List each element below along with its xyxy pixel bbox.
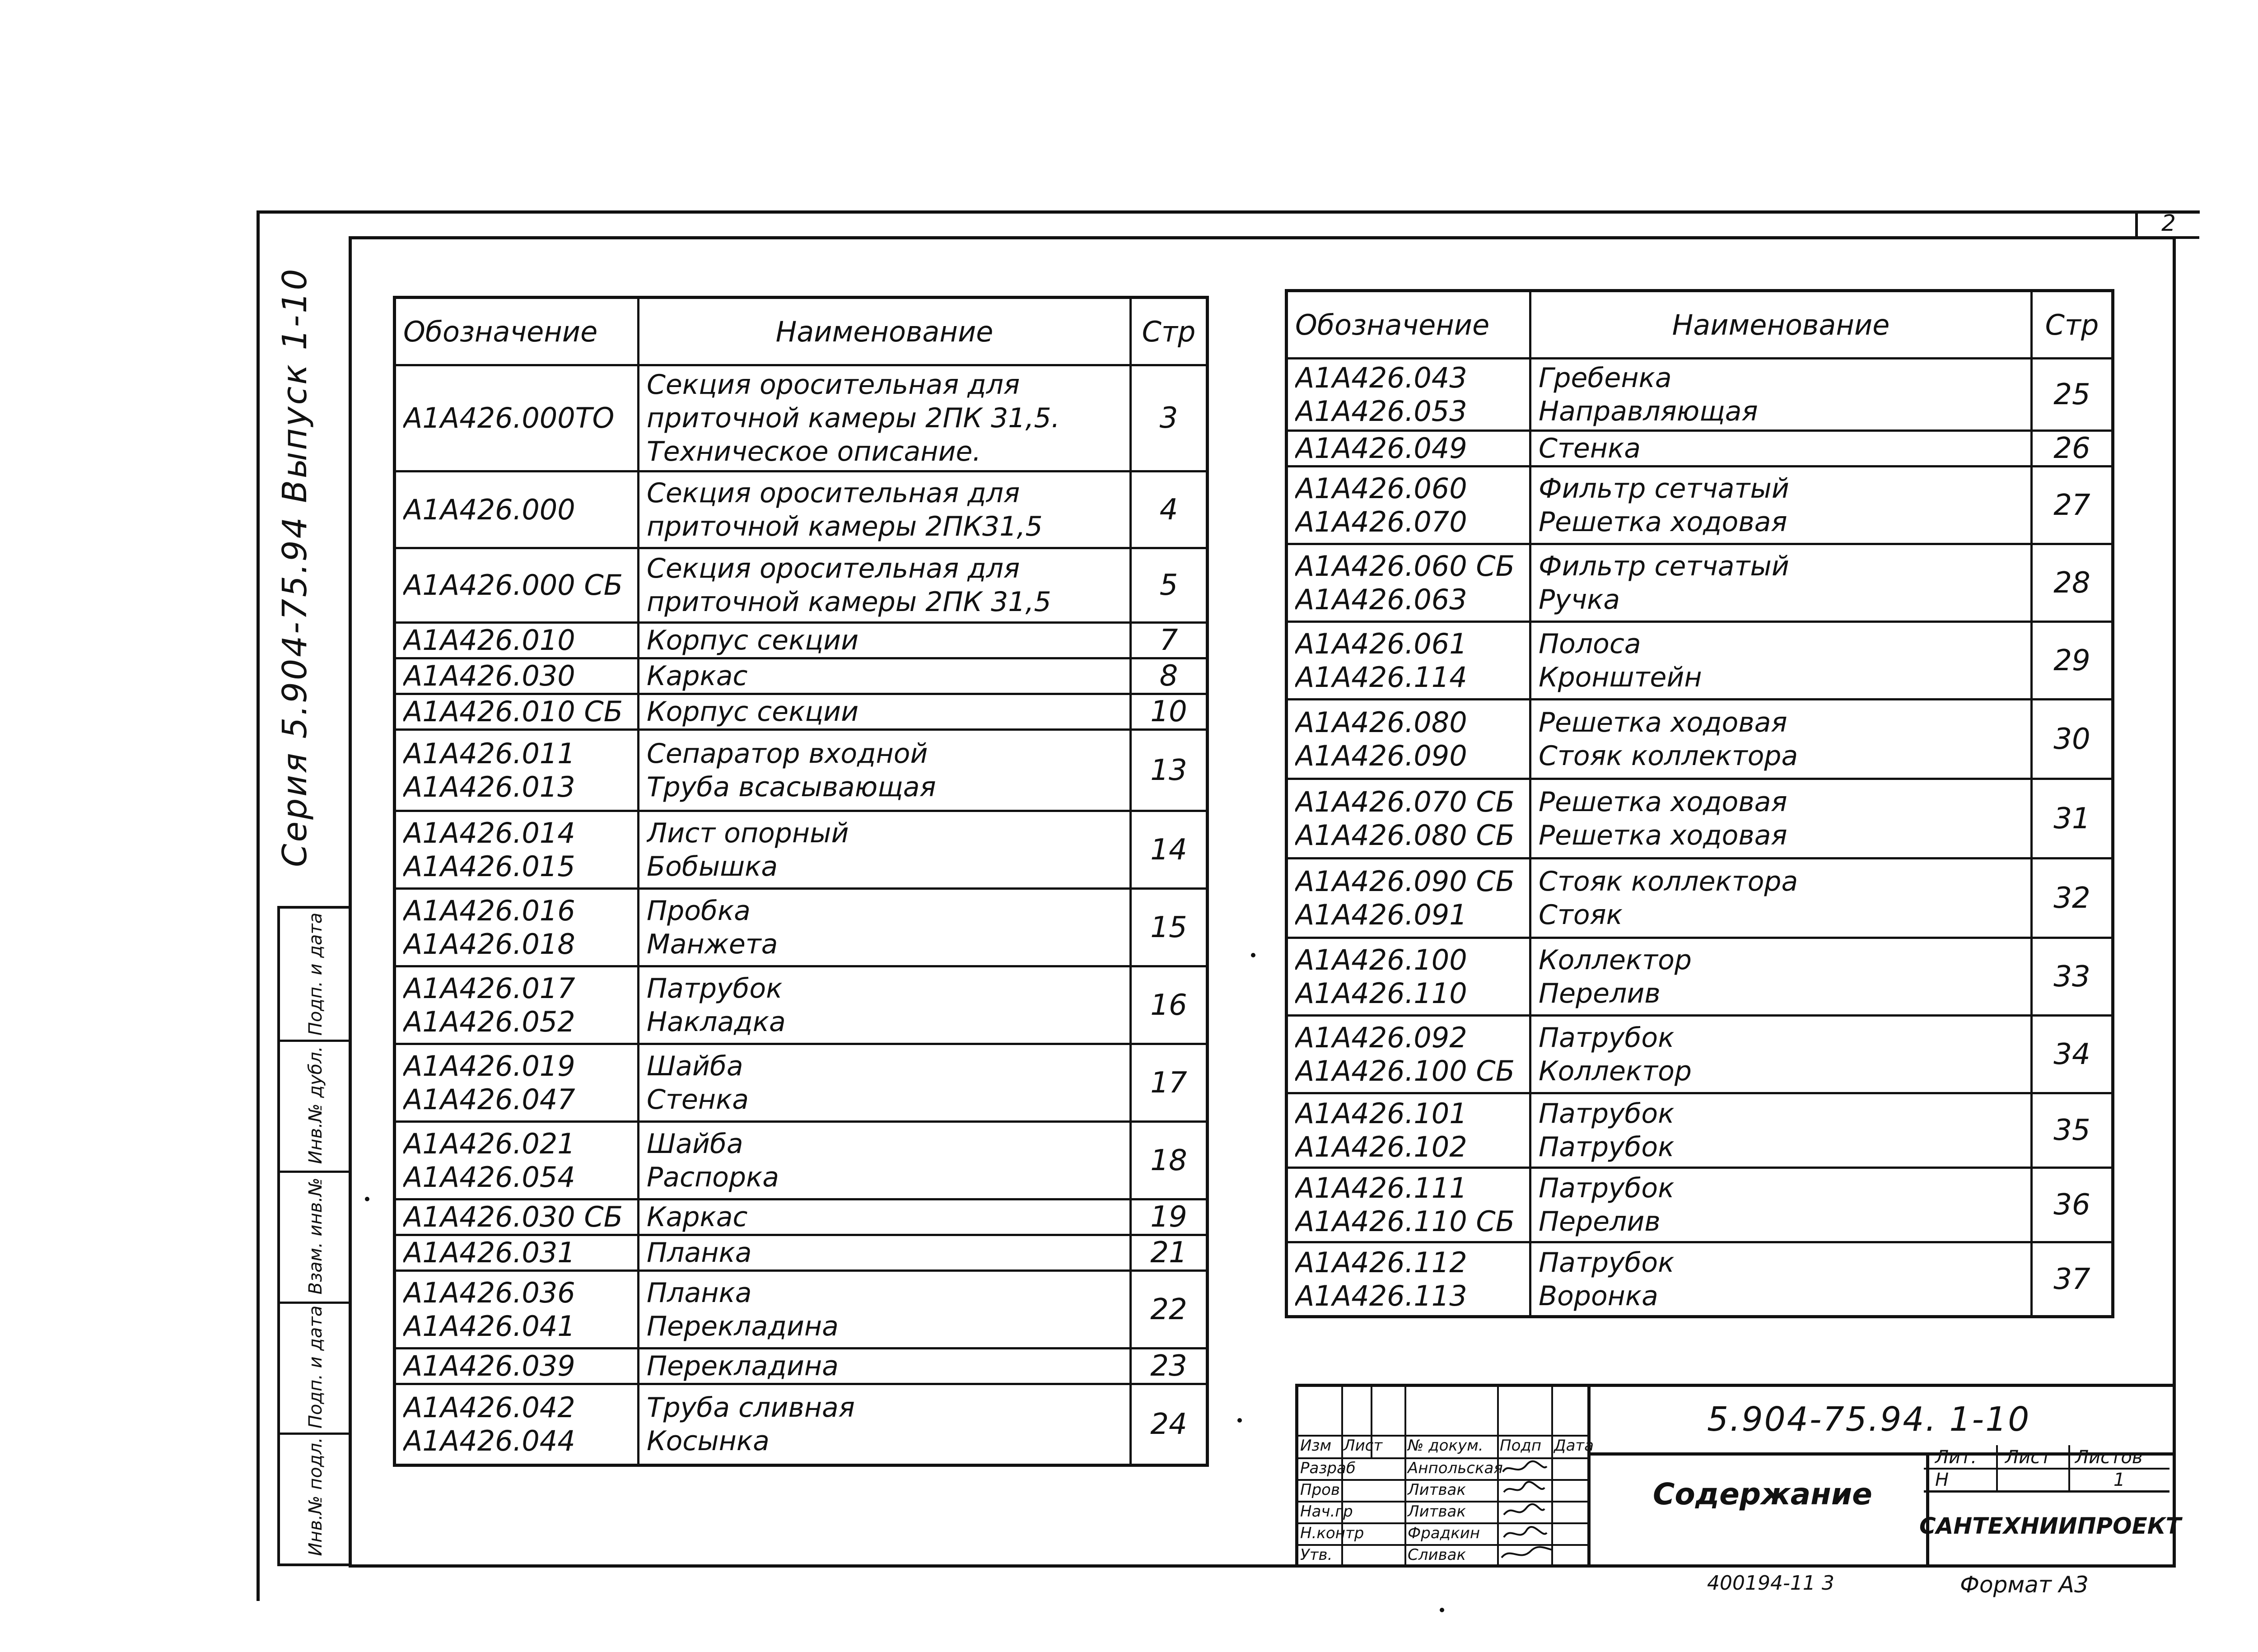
name-line: Секция оросительная для (647, 477, 1020, 509)
row-code (395, 623, 639, 658)
code-line: А1А426.036 (403, 1276, 575, 1309)
table-row (395, 658, 1208, 694)
row-name (639, 1271, 1131, 1349)
code-line: А1А426.010 СБ (403, 695, 623, 728)
code-line: А1А426.021 (403, 1127, 575, 1160)
code-line: А1А426.110 СБ (1295, 1205, 1515, 1238)
row-name (639, 966, 1131, 1044)
name-norm-control: Фрадкин (1408, 1524, 1480, 1542)
row-code (1287, 1016, 1530, 1093)
row-page: 29 (2032, 622, 2113, 700)
name-line: Лист опорный (647, 817, 849, 849)
strip-cell: Взам. инв.№ (280, 1171, 351, 1304)
row-name (639, 1235, 1131, 1271)
table-row (1287, 1242, 2113, 1317)
row-code (395, 1349, 639, 1384)
code-line: А1А426.113 (1295, 1279, 1467, 1312)
code-line: А1А426.030 (403, 659, 575, 692)
row-code (1287, 467, 1530, 544)
code-line: А1А426.030 СБ (403, 1200, 623, 1233)
name-developer: Анпольская (1408, 1459, 1503, 1477)
sheet-number: 2 (2135, 210, 2199, 239)
code-line: А1А426.060 (1295, 471, 1467, 505)
row-code (395, 966, 639, 1044)
strip-cell: Инв.№ подл. (305, 1437, 326, 1556)
table-header-row (395, 298, 1208, 365)
row-page: 13 (1131, 730, 1208, 811)
row-page: 24 (1131, 1384, 1208, 1465)
row-name (639, 1122, 1131, 1199)
scan-speck (1440, 1608, 1444, 1612)
row-name (1530, 431, 2032, 467)
row-name (639, 730, 1131, 811)
name-line: Гребенка (1539, 362, 1672, 394)
row-name (639, 811, 1131, 889)
table-row (1287, 467, 2113, 544)
code-line: А1А426.044 (403, 1424, 575, 1457)
strip-cell: Подп. и дата (280, 909, 351, 1042)
row-code (1287, 700, 1530, 779)
row-name (639, 548, 1131, 623)
row-code (1287, 938, 1530, 1016)
table-row (395, 1044, 1208, 1122)
document-code: 5.904-75.94. 1-10 (1707, 1400, 2031, 1439)
row-name (639, 889, 1131, 966)
table-row (395, 1235, 1208, 1271)
code-line: А1А426.000ТО (403, 401, 615, 434)
header-page: Стр (2032, 291, 2113, 359)
scan-speck (1251, 953, 1255, 957)
table-row (395, 889, 1208, 966)
sheets-label: Листов (2075, 1447, 2143, 1468)
row-page: 19 (1131, 1199, 1208, 1235)
sheet-label: Лист (2005, 1447, 2051, 1468)
name-line: Секция оросительная для (647, 553, 1020, 584)
code-line: А1А426.016 (403, 894, 575, 927)
strip-cell: Подп. и дата (280, 1302, 351, 1435)
literature-box (1924, 1445, 2169, 1490)
lit-value: Н (1935, 1470, 1949, 1490)
code-line: А1А426.090 (1295, 739, 1467, 772)
row-page: 36 (2032, 1168, 2113, 1242)
name-line: приточной камеры 2ПК 31,5 (647, 586, 1051, 618)
code-line: А1А426.031 (403, 1236, 575, 1269)
name-line: Корпус секции (647, 625, 859, 656)
row-code (1287, 359, 1530, 431)
name-line: Распорка (647, 1161, 779, 1193)
row-name (639, 471, 1131, 548)
name-line: приточной камеры 2ПК31,5 (647, 510, 1043, 542)
row-page: 10 (1131, 694, 1208, 730)
row-code (1287, 544, 1530, 622)
row-code (395, 889, 639, 966)
row-page: 23 (1131, 1349, 1208, 1384)
name-line: Бобышка (647, 850, 778, 882)
row-page: 21 (1131, 1235, 1208, 1271)
row-code (395, 1199, 639, 1235)
table-row (1287, 1093, 2113, 1168)
name-line: Коллектор (1539, 1055, 1692, 1087)
code-line: А1А426.053 (1295, 394, 1467, 428)
name-line: Фильтр сетчатый (1539, 550, 1789, 582)
header-name: Наименование (639, 298, 1131, 365)
row-code (1287, 859, 1530, 938)
name-line: приточной камеры 2ПК 31,5. (647, 402, 1060, 434)
name-line: Стенка (647, 1083, 749, 1115)
name-line: Шайба (647, 1050, 743, 1082)
stamp-head-sign: Подп (1500, 1437, 1542, 1455)
role-developer: Разраб (1300, 1459, 1356, 1477)
name-line: Пробка (647, 895, 751, 927)
organization-name: САНТЕХНИИПРОЕКТ (1919, 1513, 2181, 1539)
code-line: А1А426.043 (1295, 361, 1467, 394)
row-page: 7 (1131, 623, 1208, 658)
name-line: Каркас (647, 1201, 748, 1233)
code-line: А1А426.039 (403, 1349, 575, 1382)
name-line: Фильтр сетчатый (1539, 472, 1789, 504)
table-row (395, 694, 1208, 730)
row-name (1530, 938, 2032, 1016)
code-line: А1А426.070 СБ (1295, 785, 1515, 818)
row-name (639, 623, 1131, 658)
code-line: А1А426.000 (403, 493, 575, 526)
table-row (1287, 1016, 2113, 1093)
left-stamp-strip (277, 906, 351, 1566)
row-page: 25 (2032, 359, 2113, 431)
table-row (395, 548, 1208, 623)
signature-marks (1499, 1458, 1551, 1564)
name-line: Манжета (647, 928, 778, 960)
stamp-head-doc: № докум. (1408, 1437, 1484, 1455)
table-row (1287, 938, 2113, 1016)
name-group-head: Литвак (1408, 1503, 1466, 1521)
row-page: 4 (1131, 471, 1208, 548)
row-code (395, 1235, 639, 1271)
lit-label: Лит. (1935, 1447, 1977, 1468)
row-name (1530, 859, 2032, 938)
table-row (395, 365, 1208, 471)
row-name (639, 1044, 1131, 1122)
name-line: Воронка (1539, 1280, 1658, 1312)
row-code (395, 811, 639, 889)
name-line: Патрубок (1539, 1246, 1675, 1279)
name-checker: Литвак (1408, 1481, 1466, 1499)
row-page: 27 (2032, 467, 2113, 544)
code-line: А1А426.063 (1295, 583, 1467, 616)
name-line: Планка (647, 1237, 752, 1269)
code-line: А1А426.041 (403, 1309, 575, 1343)
row-code (395, 658, 639, 694)
name-line: Стенка (1539, 433, 1641, 464)
code-line: А1А426.014 (403, 816, 575, 849)
row-page: 18 (1131, 1122, 1208, 1199)
table-row (1287, 1168, 2113, 1242)
row-name (1530, 467, 2032, 544)
table-row (395, 471, 1208, 548)
name-line: Косынка (647, 1425, 770, 1457)
name-line: Коллектор (1539, 944, 1692, 976)
row-page: 3 (1131, 365, 1208, 471)
header-page: Стр (1131, 298, 1208, 365)
row-page: 28 (2032, 544, 2113, 622)
row-code (1287, 431, 1530, 467)
row-page: 30 (2032, 700, 2113, 779)
code-line: А1А426.049 (1295, 432, 1467, 465)
code-line: А1А426.110 (1295, 976, 1467, 1010)
code-line: А1А426.015 (403, 849, 575, 883)
name-line: Сепаратор входной (647, 737, 928, 770)
inventory-number: 400194-11 3 (1707, 1572, 1834, 1595)
name-line: Перелив (1539, 977, 1661, 1009)
code-line: А1А426.091 (1295, 898, 1467, 931)
code-line: А1А426.100 СБ (1295, 1054, 1515, 1087)
table-row (395, 1271, 1208, 1349)
code-line: А1А426.018 (403, 927, 575, 961)
name-line: Техническое описание. (647, 436, 981, 467)
row-name (1530, 779, 2032, 859)
row-page: 8 (1131, 658, 1208, 694)
table-row (395, 730, 1208, 811)
name-line: Патрубок (1539, 1131, 1675, 1163)
name-line: Решетка ходовая (1539, 819, 1787, 851)
table-row (1287, 431, 2113, 467)
table-row (1287, 700, 2113, 779)
strip-cell: Инв.№ дубл. (280, 1040, 351, 1173)
code-line: А1А426.111 (1295, 1171, 1467, 1204)
code-line: А1А426.114 (1295, 660, 1467, 694)
name-approver: Сливак (1408, 1546, 1466, 1564)
table-header-row (1287, 291, 2113, 359)
code-line: А1А426.042 (403, 1391, 575, 1424)
code-line: А1А426.090 СБ (1295, 864, 1515, 898)
table-row (1287, 622, 2113, 700)
code-line: А1А426.054 (403, 1160, 575, 1194)
table-row (395, 1122, 1208, 1199)
row-page: 35 (2032, 1093, 2113, 1168)
row-page: 32 (2032, 859, 2113, 938)
name-line: Перекладина (647, 1310, 839, 1342)
code-line: А1А426.100 (1295, 943, 1467, 976)
table-row (395, 1199, 1208, 1235)
name-line: Секция оросительная для (647, 369, 1020, 401)
name-line: Труба всасывающая (647, 771, 936, 803)
row-code (1287, 1093, 1530, 1168)
code-line: А1А426.080 СБ (1295, 818, 1515, 852)
stamp-head-list: Лист (1344, 1437, 1383, 1455)
table-row (395, 1349, 1208, 1384)
row-name (639, 1349, 1131, 1384)
role-group-head: Нач.гр (1300, 1503, 1353, 1521)
row-code (1287, 1168, 1530, 1242)
name-line: Стояк коллектора (1539, 865, 1798, 897)
row-page: 5 (1131, 548, 1208, 623)
role-checker: Пров (1300, 1481, 1340, 1499)
code-line: А1А426.070 (1295, 505, 1467, 538)
code-line: А1А426.013 (403, 770, 575, 803)
code-line: А1А426.061 (1295, 627, 1467, 660)
header-name: Наименование (1530, 291, 2032, 359)
row-code (395, 1122, 639, 1199)
code-line: А1А426.011 (403, 737, 575, 770)
row-name (639, 1199, 1131, 1235)
header-code: Обозначение (1287, 291, 1530, 359)
table-row (1287, 359, 2113, 431)
row-name (639, 658, 1131, 694)
name-line: Кронштейн (1539, 661, 1702, 693)
code-line: А1А426.112 (1295, 1246, 1467, 1279)
name-line: Стояк коллектора (1539, 740, 1798, 772)
row-name (639, 1384, 1131, 1465)
scan-speck (365, 1197, 369, 1201)
sheets-value: 1 (2113, 1470, 2125, 1490)
row-page: 22 (1131, 1271, 1208, 1349)
signature-grid (1298, 1387, 1594, 1564)
role-norm-control: Н.контр (1300, 1524, 1364, 1542)
row-code (395, 471, 639, 548)
code-line: А1А426.080 (1295, 705, 1467, 739)
row-code (395, 1271, 639, 1349)
name-line: Направляющая (1539, 395, 1758, 427)
name-line: Стояк (1539, 899, 1623, 931)
row-code (395, 730, 639, 811)
row-name (1530, 700, 2032, 779)
series-label: Серия 5.904-75.94 Выпуск 1-10 (275, 267, 314, 867)
scan-speck (1237, 1418, 1242, 1423)
code-line: А1А426.102 (1295, 1130, 1467, 1163)
document-title: Содержание (1653, 1477, 1872, 1512)
row-page: 33 (2032, 938, 2113, 1016)
row-page: 14 (1131, 811, 1208, 889)
code-line: А1А426.010 (403, 624, 575, 657)
table-row (1287, 859, 2113, 938)
name-line: Решетка ходовая (1539, 786, 1787, 818)
role-approver: Утв. (1300, 1546, 1333, 1564)
name-line: Накладка (647, 1006, 786, 1038)
row-page: 26 (2032, 431, 2113, 467)
header-code: Обозначение (395, 298, 639, 365)
name-line: Ручка (1539, 583, 1620, 616)
name-line: Патрубок (1539, 1022, 1675, 1054)
row-code (395, 1044, 639, 1122)
code-line: А1А426.092 (1295, 1021, 1467, 1054)
name-line: Патрубок (647, 972, 783, 1004)
contents-table-right (1285, 289, 2114, 1318)
table-row (1287, 544, 2113, 622)
row-code (1287, 622, 1530, 700)
row-code (1287, 779, 1530, 859)
table-row (395, 966, 1208, 1044)
code-line: А1А426.052 (403, 1005, 575, 1038)
code-line: А1А426.101 (1295, 1097, 1467, 1130)
name-line: Патрубок (1539, 1172, 1675, 1204)
name-line: Каркас (647, 660, 748, 692)
contents-table-left (393, 296, 1209, 1467)
row-code (395, 548, 639, 623)
row-code (395, 694, 639, 730)
row-name (1530, 1093, 2032, 1168)
name-line: Перелив (1539, 1206, 1661, 1237)
stamp-head-date: Дата (1554, 1437, 1594, 1455)
name-line: Планка (647, 1277, 752, 1309)
code-line: А1А426.047 (403, 1083, 575, 1116)
row-code (395, 365, 639, 471)
name-line: Решетка ходовая (1539, 506, 1787, 538)
row-code (1287, 1242, 1530, 1317)
code-line: А1А426.000 СБ (403, 569, 623, 602)
table-row (395, 623, 1208, 658)
paper-format: Формат А3 (1960, 1572, 2089, 1598)
table-row (395, 1384, 1208, 1465)
code-line: А1А426.019 (403, 1049, 575, 1083)
row-page: 16 (1131, 966, 1208, 1044)
row-name (1530, 1242, 2032, 1317)
row-page: 37 (2032, 1242, 2113, 1317)
code-line: А1А426.017 (403, 971, 575, 1005)
row-page: 17 (1131, 1044, 1208, 1122)
code-line: А1А426.060 СБ (1295, 549, 1515, 583)
name-line: Патрубок (1539, 1098, 1675, 1129)
row-name (1530, 1016, 2032, 1093)
table-row (395, 811, 1208, 889)
name-line: Перекладина (647, 1350, 839, 1382)
name-line: Корпус секции (647, 696, 859, 728)
row-code (395, 1384, 639, 1465)
row-name (1530, 544, 2032, 622)
table-row (1287, 779, 2113, 859)
name-line: Полоса (1539, 628, 1641, 660)
row-page: 15 (1131, 889, 1208, 966)
row-name (1530, 622, 2032, 700)
name-line: Шайба (647, 1128, 743, 1160)
name-line: Труба сливная (647, 1392, 855, 1423)
name-line: Решетка ходовая (1539, 706, 1787, 738)
row-page: 34 (2032, 1016, 2113, 1093)
row-name (639, 365, 1131, 471)
stamp-head-izm: Изм (1300, 1437, 1332, 1455)
row-page: 31 (2032, 779, 2113, 859)
row-name (639, 694, 1131, 730)
row-name (1530, 359, 2032, 431)
row-name (1530, 1168, 2032, 1242)
